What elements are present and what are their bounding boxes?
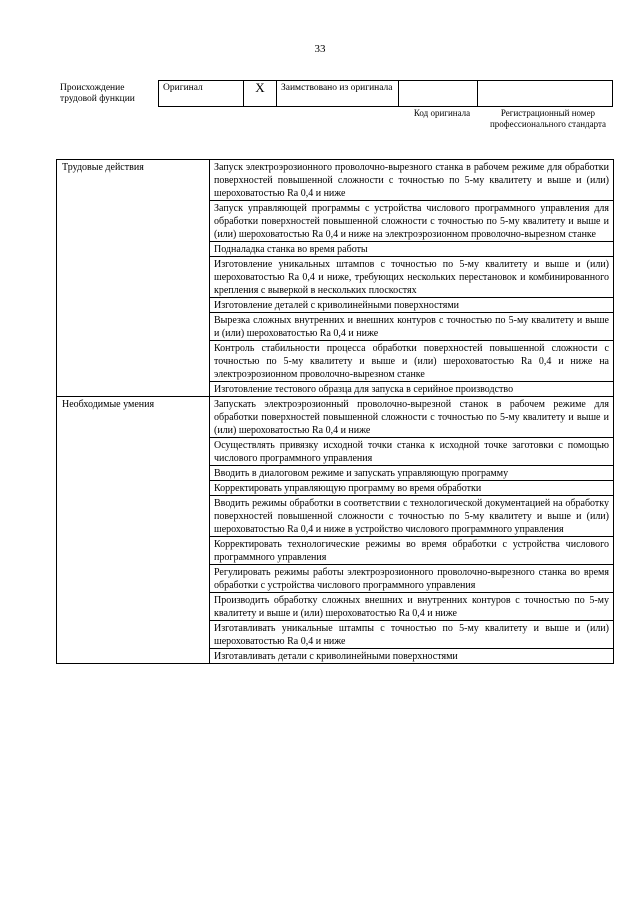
item-text: Корректировать технологические режимы во время обработки с устройства числового программного управления — [210, 537, 614, 565]
item-text: Запускать электроэрозионный проволочно-вырезной станок в рабочем режиме для обработки поверхностей повышенной сложности с точностью по 5-му квалитету и выше и (или) шероховатостью Ra 0,4 и ниже — [210, 397, 614, 438]
item-text: Изготавливать детали с криволинейными поверхностями — [210, 649, 614, 664]
table-row — [57, 160, 614, 201]
code-cell — [399, 81, 478, 107]
reg-number-cell — [478, 81, 613, 107]
code-caption: Код оригинала — [413, 108, 471, 118]
table-row — [57, 397, 614, 438]
function-table — [56, 159, 614, 664]
borrowed-cell: Заимствовано из оригинала — [277, 81, 399, 107]
item-text: Осуществлять привязку исходной точки станка к исходной точке заготовки с помощью числового программного управления — [210, 438, 614, 466]
section-title: Необходимые умения — [57, 397, 210, 664]
item-text: Вводить в диалоговом режиме и запускать управляющую программу — [210, 466, 614, 481]
section-title: Трудовые действия — [57, 160, 210, 397]
item-text: Запуск управляющей программы с устройства числового программного управления для обработки поверхностей повышенной сложности с точностью по 5-му квалитету и выше и (или) шероховатостью Ra 0,4 и ниже на электроэрозионном проволочно-вырезном станке — [210, 201, 614, 242]
item-text: Регулировать режимы работы электроэрозионного проволочно-вырезного станка во время обработки с устройства числового программного управления — [210, 565, 614, 593]
original-mark: X — [244, 81, 277, 107]
item-text: Подналадка станка во время работы — [210, 242, 614, 257]
item-text: Вырезка сложных внутренних и внешних контуров с точностью по 5-му квалитету и выше и (или) шероховатостью Ra 0,4 и ниже — [210, 313, 614, 341]
original-cell: Оригинал — [159, 81, 244, 107]
item-text: Запуск электроэрозионного проволочно-вырезного станка в рабочем режиме для обработки поверхностей повышенной сложности с точностью по 5-му квалитету и выше и (или) шероховатостью Ra 0,4 и ниже — [210, 160, 614, 201]
item-text: Изготовление уникальных штампов с точностью по 5-му квалитету и выше и (или) шероховатостью Ra 0,4 и ниже, требующих нескольких перестановок и комбинированного крепления с выверкой в нескольких плоскостях — [210, 257, 614, 298]
origin-label: Происхождение трудовой функции — [60, 82, 135, 104]
page-number: 33 — [314, 43, 326, 55]
item-text: Изготовление деталей с криволинейными поверхностями — [210, 298, 614, 313]
item-text: Производить обработку сложных внешних и внутренних контуров с точностью по 5-му квалитету и выше и (или) шероховатостью Ra 0,4 и ниже — [210, 593, 614, 621]
item-text: Вводить режимы обработки в соответствии с технологической документацией на обработку поверхностей повышенной сложности с точностью по 5-му квалитету и выше и (или) шероховатостью Ra 0,4 и ниже в устройство числового программного управления — [210, 496, 614, 537]
item-text: Изготавливать уникальные штампы с точностью по 5-му квалитету и выше и (или) шероховатостью Ra 0,4 и ниже — [210, 621, 614, 649]
item-text: Корректировать управляющую программу во время обработки — [210, 481, 614, 496]
item-text: Контроль стабильности процесса обработки поверхностей повышенной сложности с точностью по 5-му квалитету и выше и (или) шероховатостью Ra 0,4 и ниже на электроэрозионном проволочно-вырезном станке — [210, 341, 614, 382]
item-text: Изготовление тестового образца для запуска в серийное производство — [210, 382, 614, 397]
origin-table — [57, 80, 613, 107]
reg-number-caption: Регистрационный номер профессионального стандарта — [489, 108, 607, 129]
